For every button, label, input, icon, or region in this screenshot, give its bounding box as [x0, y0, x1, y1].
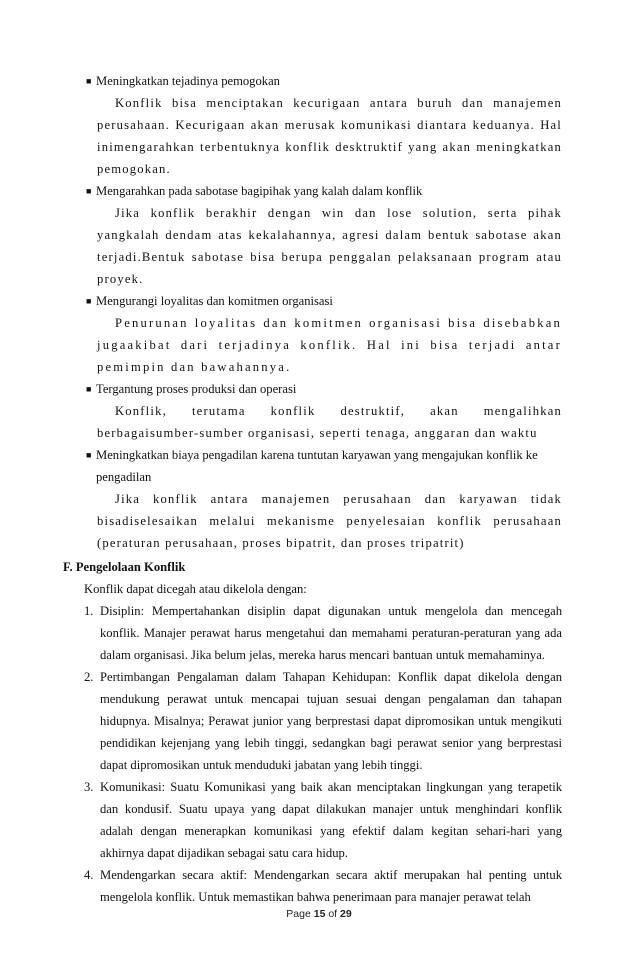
- bullet-item: [86, 70, 562, 92]
- item-text: Komunikasi: Suatu Komunikasi yang baik akan menciptakan lingkungan yang terapetik dan kondusif. Suatu upaya yang dapat dilakukan manajer untuk menghindari konflik adalah dengan menerapkan komunikasi yang efektif dalam kegitan sehari-hari yang akhirnya dapat dijadikan sebagai satu cara hidup.: [100, 780, 562, 860]
- page-footer: [0, 908, 638, 920]
- bullet-item: [86, 290, 562, 312]
- item-number: 1.: [84, 604, 94, 618]
- item-number: 3.: [84, 780, 94, 794]
- bullet-title: Meningkatkan tejadinya pemogokan: [96, 74, 280, 88]
- numbered-item: [84, 666, 562, 776]
- page-number: 15: [313, 908, 326, 920]
- page-word: Page: [286, 908, 311, 920]
- bullet-paragraph: Jika konflik antara manajemen perusahaan dan karyawan tidak bisadiselesaikan melalui mekanisme penyelesaian konflik perusahaan (peraturan perusahaan, proses bipatrit, dan proses tripatrit): [97, 492, 562, 550]
- item-text: Disiplin: Mempertahankan disiplin dapat digunakan untuk mengelola dan mencegah konflik. Manajer perawat harus mengetahui dan memahami peraturan-peraturan yang ada dalam organisasi. Jika belum jelas, mereka harus mencari bantuan untuk memahaminya.: [100, 604, 562, 662]
- square-bullet-icon: ■: [86, 296, 92, 306]
- bullet-item: [86, 180, 562, 202]
- bullet-title: Tergantung proses produksi dan operasi: [96, 382, 297, 396]
- section-heading: F. Pengelolaan Konflik: [63, 560, 186, 574]
- square-bullet-icon: ■: [86, 450, 92, 460]
- item-number: 4.: [84, 868, 94, 882]
- page-total: 29: [340, 908, 352, 920]
- bullet-paragraph: Konflik, terutama konflik destruktif, akan mengalihkan berbagaisumber-sumber organisasi, seperti tenaga, anggaran dan waktu: [97, 404, 562, 440]
- page-content: [63, 70, 562, 908]
- bullet-item: [86, 444, 562, 488]
- of-word: of: [328, 908, 338, 920]
- numbered-item: [84, 776, 562, 864]
- section-intro: Konflik dapat dicegah atau dikelola dengan:: [84, 582, 307, 596]
- item-text: Mendengarkan secara aktif: Mendengarkan secara aktif merupakan hal penting untuk mengelola konflik. Untuk memastikan bahwa penerimaan para manajer perawat telah: [100, 868, 562, 904]
- bullet-paragraph: Penurunan loyalitas dan komitmen organisasi bisa disebabkan jugaakibat dari terjadinya konflik. Hal ini bisa terjadi antar pemimpin dan bawahannya.: [97, 316, 562, 374]
- square-bullet-icon: ■: [86, 384, 92, 394]
- item-number: 2.: [84, 670, 94, 684]
- bullet-title: Mengurangi loyalitas dan komitmen organisasi: [96, 294, 333, 308]
- square-bullet-icon: ■: [86, 186, 92, 196]
- bullet-paragraph: Jika konflik berakhir dengan win dan lose solution, serta pihak yangkalah dendam atas kekalahannya, agresi dalam bentuk sabotase akan terjadi.Bentuk sabotase bisa berupa penggalan pelaksanaan program atau proyek.: [97, 206, 562, 286]
- bullet-item: [86, 378, 562, 400]
- square-bullet-icon: ■: [86, 76, 92, 86]
- item-text: Pertimbangan Pengalaman dalam Tahapan Kehidupan: Konflik dapat dikelola dengan mendukung perawat untuk mencapai tujuan sesuai dengan pengalaman dan tahapan hidupnya. Misalnya; Perawat junior yang berprestasi dapat dipromosikan untuk mengikuti pendidikan kejenjang yang lebih tinggi, sedangkan bagi perawat senior yang berprestasi dapat dipromosikan untuk menduduki jabatan yang lebih tinggi.: [100, 670, 562, 772]
- numbered-item: [84, 864, 562, 908]
- bullet-title: Mengarahkan pada sabotase bagipihak yang kalah dalam konflik: [96, 184, 423, 198]
- numbered-item: [84, 600, 562, 666]
- bullet-paragraph: Konflik bisa menciptakan kecurigaan antara buruh dan manajemen perusahaan. Kecurigaan akan merusak komunikasi diantara keduanya. Hal inimengarahkan terbentuknya konflik desktruktif yang akan meningkatkan pemogokan.: [97, 96, 562, 176]
- bullet-title: Meningkatkan biaya pengadilan karena tuntutan karyawan yang mengajukan konflik ke pengadilan: [96, 448, 538, 484]
